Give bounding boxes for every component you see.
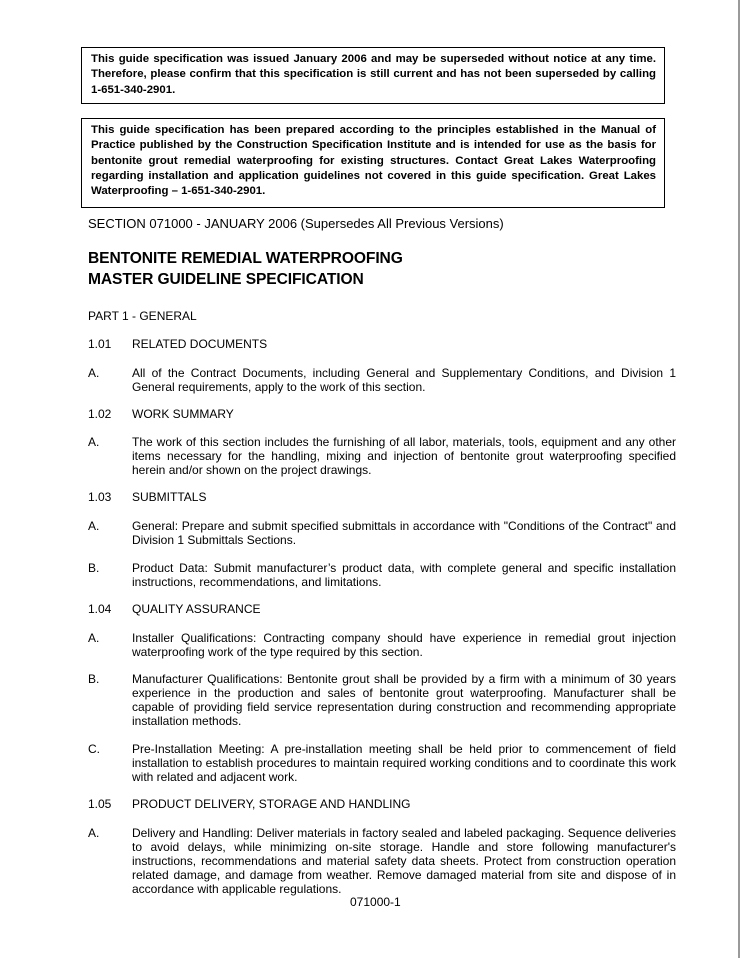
- heading-number: 1.01: [88, 337, 112, 351]
- item-letter: C.: [88, 742, 100, 756]
- csi-notice-text: This guide specification has been prepared according to the principles established in the Manual of Practice published by the Construction Specification Institute and is intended for use as the basis for bentonite grout remedial waterproofing for existing structures. Contact Great Lakes Waterproofing regarding installation and application guidelines not covered in this guide specification. Great Lakes Waterproofing – 1-651-340-2901.: [91, 124, 656, 198]
- heading-label: PRODUCT DELIVERY, STORAGE AND HANDLING: [132, 797, 411, 811]
- list-item: [88, 672, 676, 728]
- heading-quality-assurance: [88, 602, 260, 616]
- heading-related-documents: [88, 337, 267, 351]
- item-text: Pre-Installation Meeting: A pre-installation meeting shall be held prior to commencement of field installation to establish procedures to maintain required working conditions and to coordinate this work with related and adjacent work.: [132, 742, 676, 784]
- section-line: SECTION 071000 - JANUARY 2006 (Supersedes All Previous Versions): [88, 216, 504, 231]
- document-title-line-2: MASTER GUIDELINE SPECIFICATION: [88, 271, 364, 288]
- heading-number: 1.04: [88, 602, 112, 616]
- item-letter: A.: [88, 631, 100, 645]
- item-text: General: Prepare and submit specified submittals in accordance with "Conditions of the Contract" and Division 1 Submittals Sections.: [132, 519, 676, 547]
- item-letter: B.: [88, 561, 100, 575]
- issue-notice-box: [81, 47, 665, 104]
- page-number: 071000-1: [350, 895, 401, 909]
- csi-notice-box: [81, 118, 665, 208]
- document-title-line-1: BENTONITE REMEDIAL WATERPROOFING: [88, 250, 403, 267]
- issue-notice-text: This guide specification was issued January 2006 and may be superseded without notice at any time. Therefore, please confirm that this specification is still current and has not been superseded by calling 1-651-340-2901.: [91, 53, 656, 96]
- heading-submittals: [88, 490, 206, 504]
- list-item: [88, 826, 676, 896]
- item-letter: A.: [88, 435, 100, 449]
- list-item: [88, 435, 676, 477]
- heading-label: WORK SUMMARY: [132, 407, 234, 421]
- part-heading: PART 1 - GENERAL: [88, 309, 197, 323]
- list-item: [88, 561, 676, 589]
- item-text: Installer Qualifications: Contracting company should have experience in remedial grout injection waterproofing work of the type required by this section.: [132, 631, 676, 659]
- heading-number: 1.02: [88, 407, 112, 421]
- item-text: The work of this section includes the furnishing of all labor, materials, tools, equipment and any other items necessary for the handling, mixing and injection of bentonite grout waterproofing specified herein and/or shown on the project drawings.: [132, 435, 676, 477]
- list-item: [88, 366, 676, 394]
- list-item: [88, 631, 676, 659]
- item-text: All of the Contract Documents, including General and Supplementary Conditions, and Division 1 General requirements, apply to the work of this section.: [132, 366, 676, 394]
- heading-number: 1.03: [88, 490, 112, 504]
- heading-product-delivery: [88, 797, 411, 811]
- item-text: Delivery and Handling: Deliver materials in factory sealed and labeled packaging. Sequence deliveries to avoid delays, while minimizing on-site storage. Handle and store following manufacturer's instructions, recommendations and material safety data sheets. Protect from construction operation related damage, and damage from weather. Remove damaged material from site and dispose of in accordance with applicable regulations.: [132, 826, 676, 896]
- heading-label: QUALITY ASSURANCE: [132, 602, 261, 616]
- item-letter: A.: [88, 826, 100, 840]
- item-letter: A.: [88, 519, 100, 533]
- item-text: Manufacturer Qualifications: Bentonite grout shall be provided by a firm with a minimum of 30 years experience in the production and sales of bentonite grout waterproofing. Manufacturer shall be capable of providing field service representation during construction and recommending appropriate installation methods.: [132, 672, 676, 728]
- item-text: Product Data: Submit manufacturer’s product data, with complete general and specific installation instructions, recommendations, and limitations.: [132, 561, 676, 589]
- item-letter: A.: [88, 366, 100, 380]
- heading-label: RELATED DOCUMENTS: [132, 337, 268, 351]
- heading-label: SUBMITTALS: [132, 490, 207, 504]
- heading-work-summary: [88, 407, 234, 421]
- heading-number: 1.05: [88, 797, 112, 811]
- list-item: [88, 742, 676, 784]
- list-item: [88, 519, 676, 547]
- item-letter: B.: [88, 672, 100, 686]
